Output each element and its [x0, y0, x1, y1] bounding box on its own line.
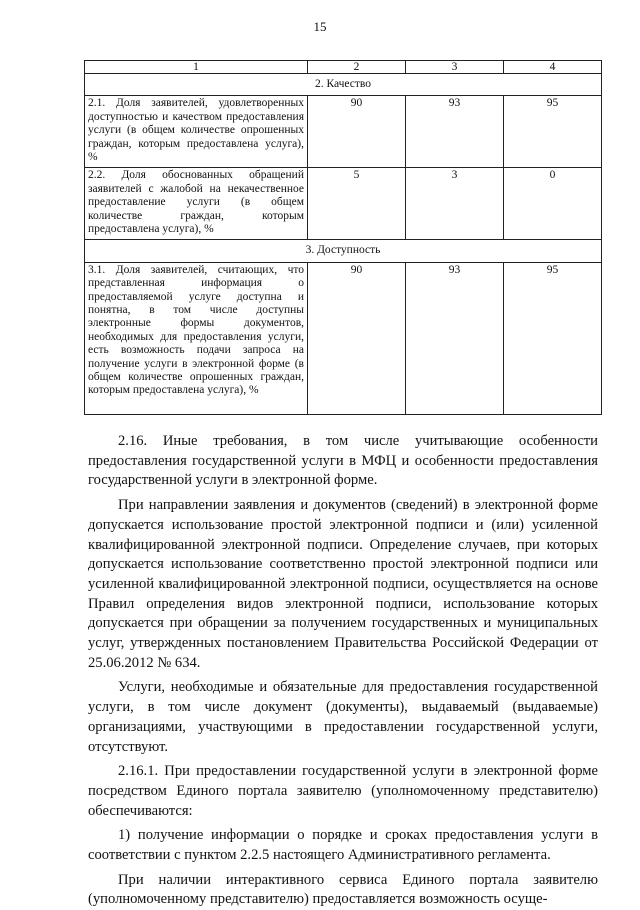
- page-number: 15: [313, 19, 327, 34]
- table-header-row: [85, 61, 602, 74]
- value-cell: 95: [504, 96, 602, 168]
- indicators-table: [84, 60, 602, 415]
- paragraph: При наличии интерактивного сервиса Единого портала заявителю (уполномоченному представителю) предоставляется возможность осуще-: [88, 871, 598, 908]
- value-cell: 90: [308, 96, 406, 168]
- value-cell: 90: [308, 262, 406, 414]
- column-header: 1: [85, 61, 308, 74]
- table-row: [85, 262, 602, 414]
- body-text: [88, 432, 598, 910]
- indicator-cell: 2.1. Доля заявителей, удовлетворенных доступностью и качеством предоставления услуги (в общем количестве опрошенных граждан, которым предоставлена услуга), %: [85, 96, 308, 168]
- table-row: [85, 168, 602, 240]
- paragraph: 2.16. Иные требования, в том числе учитывающие особенности предоставления государственной услуги в МФЦ и особенности предоставления государственной услуги в электронной форме.: [88, 433, 598, 489]
- section-row: [85, 240, 602, 262]
- column-header: 3: [406, 61, 504, 74]
- column-header: 2: [308, 61, 406, 74]
- paragraph: 2.16.1. При предоставлении государственной услуги в электронной форме посредством Единого портала заявителю (уполномоченному представителю) обеспечиваются:: [88, 763, 598, 819]
- section-title-access: 3. Доступность: [85, 240, 602, 262]
- value-cell: 5: [308, 168, 406, 240]
- value-cell: 93: [406, 262, 504, 414]
- value-cell: 93: [406, 96, 504, 168]
- indicator-cell: 2.2. Доля обоснованных обращений заявителей с жалобой на некачественное предоставление услуги (в общем количестве граждан, которым предоставлена услуга), %: [85, 168, 308, 240]
- table-row: [85, 96, 602, 168]
- section-row: [85, 74, 602, 96]
- section-title-quality: 2. Качество: [85, 74, 602, 96]
- column-header: 4: [504, 61, 602, 74]
- paragraph: Услуги, необходимые и обязательные для предоставления государственной услуги, в том числе документ (документы), выдаваемый (выдаваемые) организациями, участвующими в предоставлении государственной услуги, отсутствуют.: [88, 679, 598, 755]
- value-cell: 95: [504, 262, 602, 414]
- value-cell: 3: [406, 168, 504, 240]
- paragraph: 1) получение информации о порядке и сроках предоставления услуги в соответствии с пунктом 2.2.5 настоящего Административного регламента.: [88, 827, 598, 864]
- indicator-cell: 3.1. Доля заявителей, считающих, что представленная информация о предоставляемой услуге доступна и понятна, в том числе доступны электронные формы документов, необходимых для предоставления услуги, есть возможность подачи запроса на получение услуги в электронной форме (в общем количестве опрошенных граждан, которым предоставлена услуга), %: [85, 262, 308, 414]
- paragraph: При направлении заявления и документов (сведений) в электронной форме допускается использование простой электронной подписи и (или) усиленной квалифицированной электронной подписи. Определение случаев, при которых допускается использование соответственно простой электронной подписи или усиленной квалифицированной электронной подписи, осуществляется на основе Правил определения видов электронной подписи, использование которых допускается при обращении за получением государственных и муниципальных услуг, утвержденных постановлением Правительства Российской Федерации от 25.06.2012 № 634.: [88, 497, 598, 671]
- value-cell: 0: [504, 168, 602, 240]
